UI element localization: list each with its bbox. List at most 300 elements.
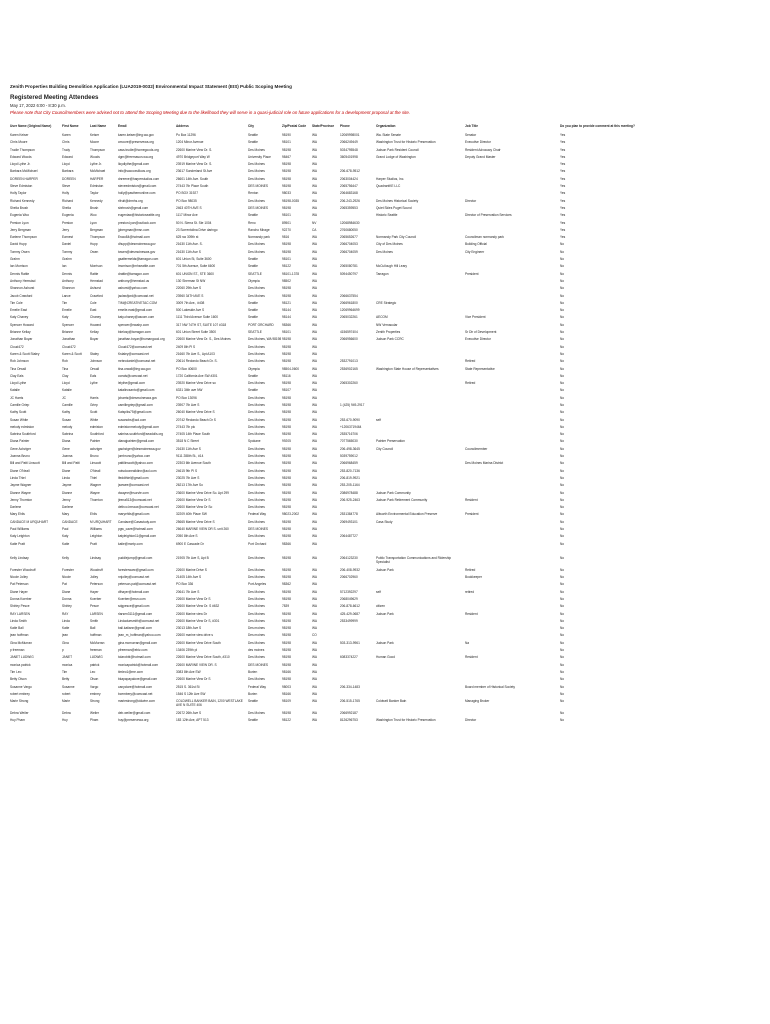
table-cell: dgm@freemason-wa.org [118, 154, 154, 159]
table-cell: Normandy park [248, 235, 270, 240]
table-cell: Brush [90, 205, 99, 210]
table-cell: Kelly Lindsay [10, 556, 29, 561]
table-cell: WA [312, 249, 318, 254]
table-cell: sbrbrush@gmail.com [118, 205, 149, 210]
table-cell [340, 286, 376, 293]
table-cell: 500 Lakeside Ave S [176, 308, 205, 313]
table-cell: WA [312, 184, 318, 189]
table-cell: Boyar [90, 337, 99, 342]
table-cell: Des Moines [248, 589, 265, 594]
table-cell: Rattie [90, 271, 99, 276]
table-cell: Woodruff [90, 567, 103, 572]
table-cell: Clay Eals [10, 373, 24, 378]
table-cell: Olympia [248, 366, 260, 371]
table-cell: freeman [90, 648, 102, 653]
table-cell: 253-820-7136 [340, 468, 360, 473]
table-cell: WA [312, 373, 318, 378]
table-cell: Donna [62, 597, 72, 601]
table-cell: Des Moines [248, 249, 265, 254]
table-cell: Des Moines [248, 640, 265, 645]
table-cell: Yes [560, 169, 566, 174]
table-cell [340, 648, 376, 655]
table-cell: Yes [560, 176, 566, 181]
table-cell: Crawford [90, 293, 103, 298]
table-row [10, 294, 760, 301]
table-row [10, 418, 760, 425]
table-cell: 98198 [282, 475, 291, 480]
table-cell: 98198 [282, 662, 291, 667]
table-cell: Clay [62, 373, 69, 378]
table-cell: Des Moines [248, 505, 265, 510]
table-cell: WA [312, 278, 318, 283]
table-cell [465, 396, 560, 403]
table-cell: Eals [90, 373, 97, 378]
table-cell: Judson Park CCRC [376, 337, 404, 342]
table-cell [465, 505, 560, 512]
column-header: Organization [376, 124, 396, 128]
table-cell: Preston [62, 220, 73, 225]
table-cell: 206-243-2926 [340, 198, 360, 203]
table-cell: PO Box 336 [176, 582, 194, 587]
table-cell: 98198 [282, 483, 291, 488]
column-header: State/Province [312, 124, 335, 128]
table-cell: Koerber@msn.com [118, 597, 146, 601]
table-cell: PO Box 98035 [176, 198, 197, 203]
table-cell: WA [312, 527, 318, 532]
table-cell: Resident [465, 611, 478, 616]
table-cell: Leighton [90, 534, 103, 539]
table-row [10, 677, 760, 684]
table-cell [465, 633, 560, 640]
table-cell: M URQUHART [90, 519, 112, 524]
table-cell: 22600 Marine view Dr [176, 611, 208, 616]
table-cell [376, 374, 465, 381]
table-cell: No [560, 337, 565, 342]
table-cell [465, 670, 560, 677]
table-cell: 98166 [282, 669, 291, 674]
table-cell: Woo [90, 213, 97, 218]
table-cell: 98198 [282, 417, 291, 422]
table-cell: WA [312, 264, 318, 269]
table-cell: monica [62, 662, 73, 667]
table-cell: WA [312, 604, 318, 609]
table-cell: Lloyd [62, 381, 70, 386]
table-cell: Chris Moore [10, 140, 28, 145]
table-cell [465, 257, 560, 264]
table-cell: Seattle [248, 388, 258, 393]
table-row [10, 301, 760, 308]
table-cell [465, 345, 560, 352]
table-cell: 98121 [282, 300, 291, 305]
table-cell: McMurran [90, 640, 105, 645]
table-cell [465, 403, 560, 410]
table-cell: Huy [62, 718, 68, 723]
table-cell: 9111 288th St., #14 [176, 454, 204, 459]
table-row [10, 527, 760, 534]
table-cell: 9816 [282, 235, 290, 240]
table-cell: 22600 Marine View Dr S [176, 597, 211, 601]
table-cell: imorrison@mhseattle.com [118, 264, 156, 269]
table-row [10, 612, 760, 619]
table-cell: No [560, 575, 565, 580]
table-cell: NV [312, 220, 317, 225]
table-cell [376, 352, 465, 359]
table-cell: Preston Lyon [10, 220, 29, 225]
table-cell [376, 626, 465, 633]
table-cell: WA [312, 575, 318, 580]
table-cell: Diana [62, 439, 71, 444]
table-cell: Des Moines [248, 169, 265, 174]
table-cell: 98198 [282, 286, 291, 291]
table-cell: Rob [62, 359, 68, 364]
table-cell: No [560, 497, 565, 502]
table-cell [465, 206, 560, 213]
table-cell: Jacob Crawford [10, 293, 33, 298]
table-cell: p freeman [10, 648, 25, 653]
table-cell: Washington State House of Representatives [376, 366, 439, 371]
table-cell: 26213 17th Ave So [176, 483, 203, 488]
table-cell: Paul [62, 527, 69, 532]
table-cell: No [560, 249, 565, 254]
table-cell [465, 388, 560, 395]
table-cell: Tim Leo [10, 669, 22, 674]
table-cell: Ashurst [90, 286, 101, 291]
table-cell: 98198 [282, 169, 291, 174]
table-cell: 27405 14th Place South [176, 432, 211, 437]
table-cell: No [560, 541, 565, 546]
table-cell: Human Good [376, 655, 395, 660]
table-cell [376, 345, 465, 352]
table-cell: 98109 [282, 699, 291, 704]
table-cell: 625 sw 309th st [176, 235, 199, 240]
table-cell: Forester Woodruff [10, 567, 36, 572]
table-cell: Thornton [90, 497, 103, 502]
table-cell: 12069964699 [340, 308, 360, 313]
table-cell: 98198 [282, 184, 291, 189]
table-cell [465, 520, 560, 527]
table-cell: 3518 N C Street [176, 439, 199, 444]
meeting-date: May 17, 2022 6:00 - 8:30 p.m. [10, 103, 66, 108]
table-cell: Lythe Jr. [90, 162, 102, 167]
table-cell: Retired [465, 567, 476, 572]
table-cell: No [560, 490, 565, 495]
table-cell: 98198 [282, 567, 291, 572]
table-row [10, 148, 760, 155]
table-cell: Grand Lodge of Washington [376, 154, 416, 159]
table-cell: Johnson [90, 359, 103, 364]
table-cell: 98198 [282, 293, 291, 298]
table-cell: Councilman normandy park [465, 235, 504, 240]
table-cell: Smith [90, 618, 99, 623]
table-cell: 4156597404 [340, 330, 358, 335]
table-cell: No [560, 410, 565, 415]
table-cell: 2066968459 [340, 461, 358, 466]
table-cell [376, 308, 465, 315]
table-cell [465, 286, 560, 293]
table-cell: puddlejump@gmail.com [118, 556, 153, 561]
table-cell: WA [312, 402, 318, 407]
table-cell [465, 221, 560, 228]
table-cell: WA [312, 308, 318, 313]
table-cell [340, 692, 376, 699]
table-cell: WA [312, 439, 318, 444]
table-row [10, 403, 760, 410]
table-cell: Betty Olson [10, 677, 27, 682]
table-cell: WA [312, 718, 318, 723]
table-cell: AECOM [376, 315, 388, 320]
table-cell: No [560, 475, 565, 480]
table-cell: No [560, 534, 565, 539]
table-cell: steveedmiston@gmail.com [118, 184, 157, 189]
table-cell: Sr Dir of Development [465, 330, 497, 335]
table-cell: Linda [62, 618, 70, 623]
table-cell: No [560, 662, 565, 667]
table-cell: Seattle [248, 213, 258, 218]
table-cell: Linda Smith [10, 618, 27, 623]
table-cell: lloydlythe@gmail.com [118, 162, 150, 167]
table-cell: Marie [62, 699, 70, 704]
table-cell [340, 663, 376, 670]
table-cell: No [560, 286, 565, 291]
table-cell: WA [312, 147, 318, 152]
table-cell: 2064487727 [340, 534, 358, 539]
table-cell: 98198-0035 [282, 198, 300, 203]
table-cell: Spokane [248, 439, 261, 444]
table-cell: Bergman [90, 227, 103, 232]
table-cell: 206-515-1765 [340, 699, 360, 704]
table-row [10, 556, 760, 568]
table-cell: JANET LUDWIG [10, 655, 34, 660]
table-cell: WA [312, 589, 318, 594]
table-cell: WA [312, 213, 318, 218]
table-cell: Coldwell Banker Bain [376, 699, 407, 704]
table-row [10, 718, 760, 725]
table-cell: 2760680050 [340, 227, 358, 232]
table-cell [465, 418, 560, 425]
table-cell: self [376, 589, 381, 594]
table-cell: Owen [90, 249, 99, 254]
table-cell: Edward Woods [10, 154, 32, 159]
table-cell: Richard [62, 198, 73, 203]
table-cell: 98198 [282, 626, 291, 631]
table-cell [376, 469, 465, 476]
table-cell: 98198 [282, 410, 291, 415]
table-cell: 22600 Marine View Drive South [176, 640, 221, 645]
table-cell: Burien [248, 691, 258, 696]
table-cell: jswwee@comcast.net [118, 483, 149, 488]
table-cell: 206-408-9932 [340, 567, 360, 572]
table-cell: 2409 8th Pl S [176, 344, 196, 349]
table-cell: 22060 29th Ave S [176, 286, 202, 291]
table-cell: 98198 [282, 176, 291, 181]
table-cell: 2063004424 [340, 176, 358, 181]
table-row [10, 633, 760, 640]
table-cell: CANDACE M URQUHART [10, 519, 49, 524]
table-cell: Mary Ehlis [10, 512, 25, 517]
table-cell: Tommy [62, 249, 73, 254]
table-cell [465, 491, 560, 498]
table-cell: 2515 S. 361st St [176, 684, 200, 689]
table-row [10, 388, 760, 395]
table-cell: 2065652677 [340, 235, 358, 240]
table-cell: jean [62, 633, 69, 638]
table-cell [90, 505, 118, 512]
table-cell: Edward [62, 154, 73, 159]
table-cell: 2065756447 [340, 184, 358, 189]
table-row [10, 663, 760, 670]
table-cell: Joanna Bruno [10, 454, 30, 459]
table-cell: Gene [62, 446, 70, 451]
table-cell: Diane [62, 589, 71, 594]
table-cell: jtrena513@comcast.net [118, 497, 152, 502]
table-cell: CANDACE [62, 519, 78, 524]
table-cell [340, 257, 376, 264]
table-cell: 21630 11th Ave S [176, 446, 201, 451]
table-cell: Woods [90, 154, 100, 159]
table-row [10, 447, 760, 454]
table-row [10, 512, 760, 519]
table-cell: 23907 7th Ave S [176, 402, 200, 407]
table-cell: CO [312, 633, 317, 638]
table-cell: 98107 [282, 388, 291, 393]
table-cell: White [90, 417, 99, 422]
table-cell: Camille [62, 402, 73, 407]
column-header: Do you plan to provide comment at this meeting? [560, 124, 635, 128]
table-cell: Strong [90, 699, 100, 704]
table-cell: Des Moines [248, 655, 265, 660]
table-cell: jcharris@desmoineswa.gov [118, 395, 158, 400]
table-cell [90, 388, 118, 395]
table-cell: anthony@hemstad.us [118, 278, 150, 283]
table-cell: 206-334-1483 [340, 684, 360, 689]
table-cell: WA [312, 242, 318, 247]
table-cell: Lloyd Lythe [10, 381, 27, 386]
table-cell: 98198 [282, 611, 291, 616]
table-cell: 5039759012 [340, 454, 358, 459]
table-cell: Susanne [62, 684, 75, 689]
table-cell: Des Moines [248, 198, 265, 203]
table-cell: Morrison [90, 264, 103, 269]
table-cell: Debra [62, 710, 71, 715]
table-row [10, 140, 760, 147]
table-cell: Orwall [90, 366, 100, 371]
table-cell: towen@desmoineswa.gov [118, 249, 156, 254]
table-cell [376, 257, 465, 264]
table-cell: Olson [90, 677, 99, 682]
table-cell [465, 604, 560, 611]
table-cell: No [560, 454, 565, 459]
table-cell: Debra Weiler [10, 710, 29, 715]
table-cell [465, 483, 560, 490]
table-row [10, 626, 760, 633]
table-cell: 12069998001 [340, 133, 360, 137]
table-cell: 701 5th Avenue, Suite 6600 [176, 264, 216, 269]
table-cell: 98467 [282, 154, 291, 159]
column-header: City [248, 124, 255, 128]
table-cell: David Hupp [10, 242, 27, 247]
table-cell: Des Moines [248, 519, 265, 524]
table-cell: Thiel [90, 475, 97, 480]
table-cell: 253-205-1164 [340, 483, 360, 488]
table-cell [376, 228, 465, 235]
table-cell: Taylor [90, 191, 99, 196]
table-cell: Des Moines [248, 556, 265, 561]
table-cell: rlarsen3111@gmail.com [118, 611, 153, 616]
table-cell: WA [312, 611, 318, 616]
table-cell: Yes [560, 198, 566, 203]
table-cell: Hemstad [90, 278, 103, 283]
table-cell: Diane Hayer [10, 589, 28, 594]
table-cell: 22600 Marine View Dr. S #632 [176, 604, 220, 609]
table-cell: Na [465, 640, 470, 645]
table-cell: Des Moines [248, 381, 265, 386]
table-cell: President [465, 271, 479, 276]
table-cell: JANET [62, 655, 73, 660]
table-cell [376, 597, 465, 604]
table-cell: LARSEN [90, 611, 103, 616]
table-cell: Ehlis [90, 512, 97, 517]
table-row [10, 425, 760, 432]
table-cell: Senator [465, 133, 477, 137]
table-cell: Eugenia [62, 213, 74, 218]
table-cell: No [560, 432, 565, 437]
table-cell: 425-429-0687 [340, 611, 360, 616]
table-cell: Yes [560, 147, 566, 152]
table-cell: 98504-0600 [282, 366, 300, 371]
table-cell: Bill and Patti [62, 461, 80, 466]
table-cell: 2066961800 [340, 300, 358, 305]
table-row [10, 155, 760, 162]
table-cell: Des Moines [248, 293, 265, 298]
table-cell: No [560, 691, 565, 696]
table-cell: WA [312, 381, 318, 386]
table-cell: Tommy Owen [10, 249, 30, 254]
table-cell: Brianne [62, 330, 73, 335]
table-cell: gina.mcmurran@gmail.com [118, 640, 158, 645]
table-row [10, 345, 760, 352]
table-cell: deb.weiler@gmail.com [118, 710, 151, 715]
table-cell: dwayne@rsurvle.com [118, 490, 149, 495]
table-cell: monica patrick [10, 662, 31, 667]
table-cell: 206-498-3645 [340, 446, 360, 451]
table-cell: Judson Park [376, 567, 394, 572]
table-cell: TIM@CREATIVETAC.COM [118, 300, 157, 305]
table-row [10, 228, 760, 235]
table-cell: COLDWELL BANKER BAIN, 1200 WESTLAKE AVE N SUITE 406 [176, 699, 243, 708]
table-cell [376, 454, 465, 461]
table-cell: WA [312, 337, 318, 342]
table-cell: Seattle [248, 373, 258, 378]
table-cell: Pat Peterson [10, 582, 29, 587]
table-cell [465, 279, 560, 286]
table-cell: 50 N. Sierra St. Ste 1004 [176, 220, 212, 225]
table-cell: No [560, 388, 565, 393]
column-header: Job Title [465, 124, 479, 128]
table-cell: Diane O'Neall [10, 468, 30, 473]
table-cell: 98502 [282, 278, 291, 283]
table-cell: 98101 [282, 213, 291, 218]
table-cell: No [560, 669, 565, 674]
table-cell: Jerry Bergman [10, 227, 31, 232]
table-cell: WA [312, 198, 318, 203]
table-cell: Zenith Properties [376, 330, 401, 335]
table-cell: 183 12th Ave, APT 513 [176, 718, 209, 723]
table-cell: WA [312, 191, 318, 196]
table-cell: Thompson [90, 147, 106, 152]
table-cell: Port Angeles [248, 582, 267, 587]
table-row [10, 648, 760, 655]
table-cell: WA [312, 133, 318, 137]
